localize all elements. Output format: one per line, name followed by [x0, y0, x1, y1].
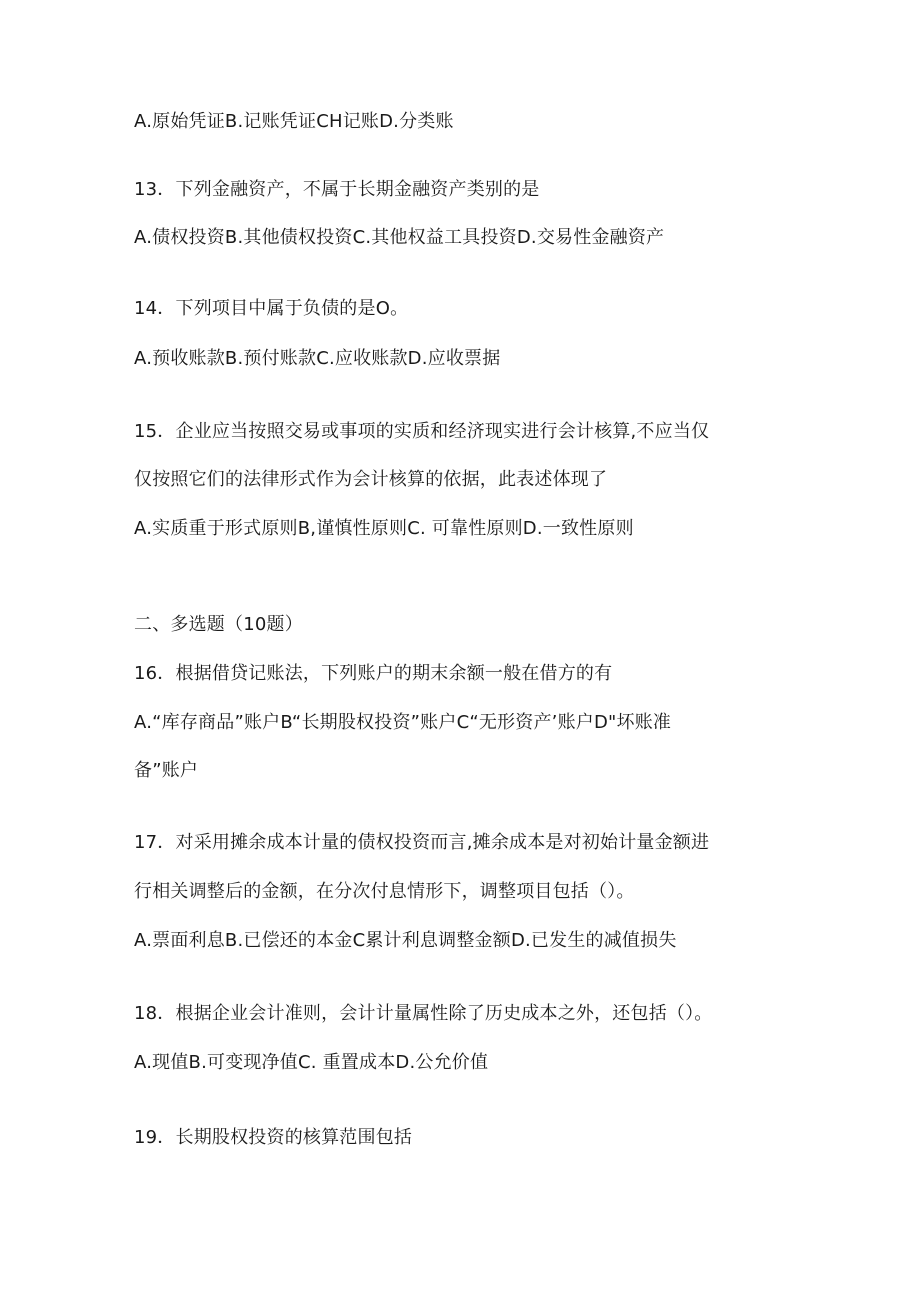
- q19-question: 19．长期股权投资的核算范围包括: [134, 1127, 413, 1148]
- q16-options-line2: 备”账户: [134, 760, 199, 781]
- q17-question-line2: 行相关调整后的金额，在分次付息情形下，调整项目包括（）。: [134, 881, 635, 902]
- q14-options: A.预收账款B.预付账款C.应收账款D.应收票据: [134, 348, 501, 369]
- q15-question-line1: 15．企业应当按照交易或事项的实质和经济现实进行会计核算,不应当仅: [134, 421, 710, 442]
- q13-question: 13．下列金融资产，不属于长期金融资产类别的是: [134, 179, 540, 200]
- q16-options-line1: A.“库存商品”账户B“长期股权投资”账户C“无形资产’账户D"坏账准: [134, 712, 672, 733]
- q13-options: A.债权投资B.其他债权投资C.其他权益工具投资D.交易性金融资产: [134, 227, 665, 248]
- q16-question: 16．根据借贷记账法，下列账户的期末余额一般在借方的有: [134, 663, 613, 684]
- section-heading-multiple-choice: 二、多选题（10题）: [134, 614, 303, 635]
- q12-options: A.原始凭证B.记账凭证CH记账D.分类账: [134, 111, 454, 132]
- q14-question: 14．下列项目中属于负债的是O。: [134, 298, 409, 319]
- q18-options: A.现值B.可变现净值C. 重置成本D.公允价值: [134, 1052, 489, 1073]
- q15-question-line2: 仅按照它们的法律形式作为会计核算的依据，此表述体现了: [134, 469, 608, 490]
- q15-options: A.实质重于形式原则B,谨慎性原则C. 可靠性原则D.一致性原则: [134, 518, 634, 539]
- q17-question-line1: 17．对采用摊余成本计量的债权投资而言,摊余成本是对初始计量金额进: [134, 832, 710, 853]
- q17-options: A.票面利息B.已偿还的本金C累计利息调整金额D.已发生的减值损失: [134, 930, 677, 951]
- q18-question: 18．根据企业会计准则，会计计量属性除了历史成本之外，还包括（）。: [134, 1003, 713, 1024]
